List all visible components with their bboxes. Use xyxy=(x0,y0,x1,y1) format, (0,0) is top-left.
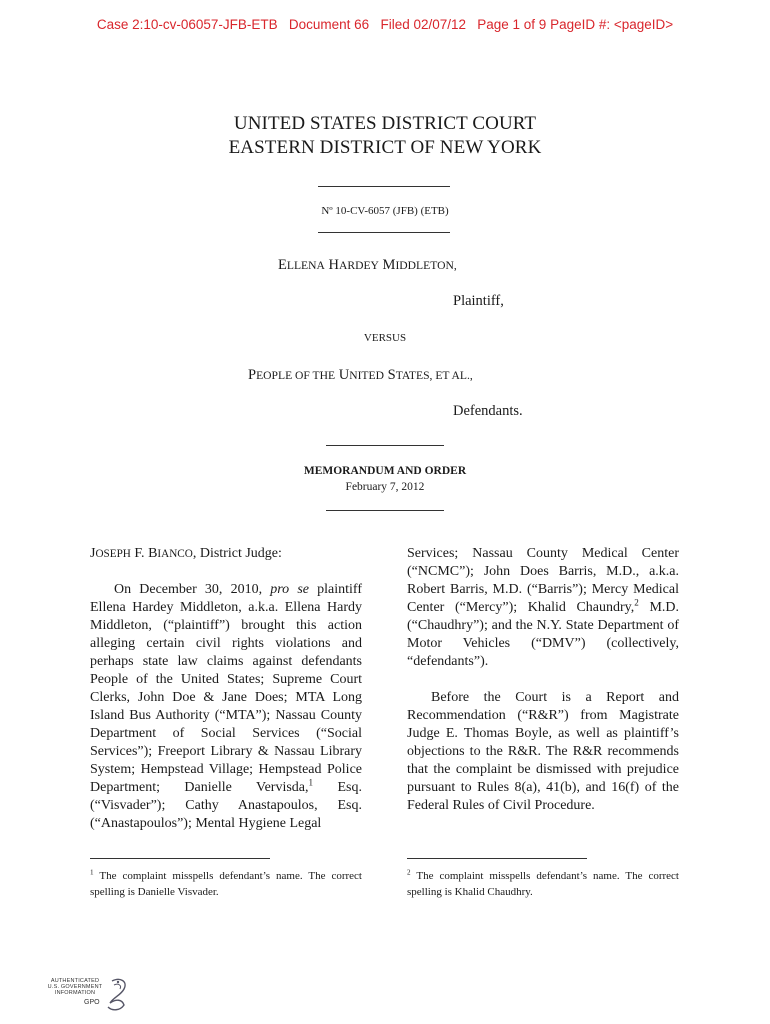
divider xyxy=(318,232,450,233)
defendant-role: Defendants. xyxy=(453,403,523,419)
footnote-ref-1: 1 xyxy=(308,777,314,788)
court-name-line2: EASTERN DISTRICT OF NEW YORK xyxy=(228,137,542,158)
document-date: February 7, 2012 xyxy=(345,481,425,493)
footnote-separator xyxy=(407,858,587,859)
defendant-name: PEOPLE OF THE UNITED STATES, ET AL., xyxy=(248,367,473,383)
plaintiff-role: Plaintiff, xyxy=(453,293,504,309)
case-header-stamp: Case 2:10-cv-06057-JFB-ETB Document 66 Filed 02/07/12 Page 1 of 9 PageID #: <pageID> xyxy=(96,17,674,32)
footnote-ref-2: 2 xyxy=(634,597,639,608)
gpo-authentication-seal: AUTHENTICATED U.S. GOVERNMENT INFORMATION GPO xyxy=(42,975,132,1015)
right-paragraph-1: Services; Nassau County Medical Center (“NCMC”); John Does Barris, M.D., a.k.a. Robert Barris, M.D. (“Barris”); Mercy Medical Center (“Mercy”); Khalid Chaundry,$^2$ M.D. (“Chaudhry”); and the N.Y. State Department of Motor Vehicles (“DMV”) (collectively, “defendants”). xyxy=(407,546,680,669)
right-column xyxy=(407,545,679,815)
plaintiff-name: ELLENA HARDEY MIDDLETON, xyxy=(278,257,457,273)
right-paragraph-2: Before the Court is a Report and Recommendation (“R&R”) from Magistrate Judge E. Thomas Boyle, as well as plaintiff’s objections to the R&R. The R&R recommends that the complaint be dismissed with prejudice pursuant to Rules 8(a), 41(b), and 16(f) of the Federal Rules of Civil Procedure. xyxy=(407,690,679,813)
divider xyxy=(326,445,444,446)
left-column xyxy=(90,545,362,833)
divider xyxy=(318,186,450,187)
judge-line: JOSEPH F. BIANCO, District Judge: xyxy=(90,546,282,561)
document-title: MEMORANDUM AND ORDER xyxy=(303,465,467,477)
case-number: Nº 10-CV-6057 (JFB) (ETB) xyxy=(321,205,449,217)
divider xyxy=(326,510,444,511)
footnote-1: $^1$ The complaint misspells defendant’s name. The correct spelling is Danielle Visvader. xyxy=(90,868,362,898)
versus-label: VERSUS xyxy=(363,332,407,344)
footnote-separator xyxy=(90,858,270,859)
court-name-line1: UNITED STATES DISTRICT COURT xyxy=(233,113,537,134)
left-paragraph-1: On December 30, 2010, pro se plaintiff Ellena Hardey Middleton, a.k.a. Ellena Hardy Middleton, (“plaintiff”) brought this action alleging certain civil rights violations and perhaps state law claims against defendants People of the United States; Supreme Court Clerks, John Doe & Jane Does; MTA Long Island Bus Authority (“MTA”); Nassau County Department of Social Services (“Social Services”); Freeport Library & Nassau Library System; Hempstead Village; Hempstead Police Department; Danielle Vervisda,$^1$ Esq. (“Visvader”); Cathy Anastapoulos, Esq. (“Anastapoulos”); Mental Hygiene Legal xyxy=(90,582,362,831)
footnote-2: $^2$ The complaint misspells defendant’s name. The correct spelling is Khalid Chaudhry. xyxy=(407,868,679,898)
